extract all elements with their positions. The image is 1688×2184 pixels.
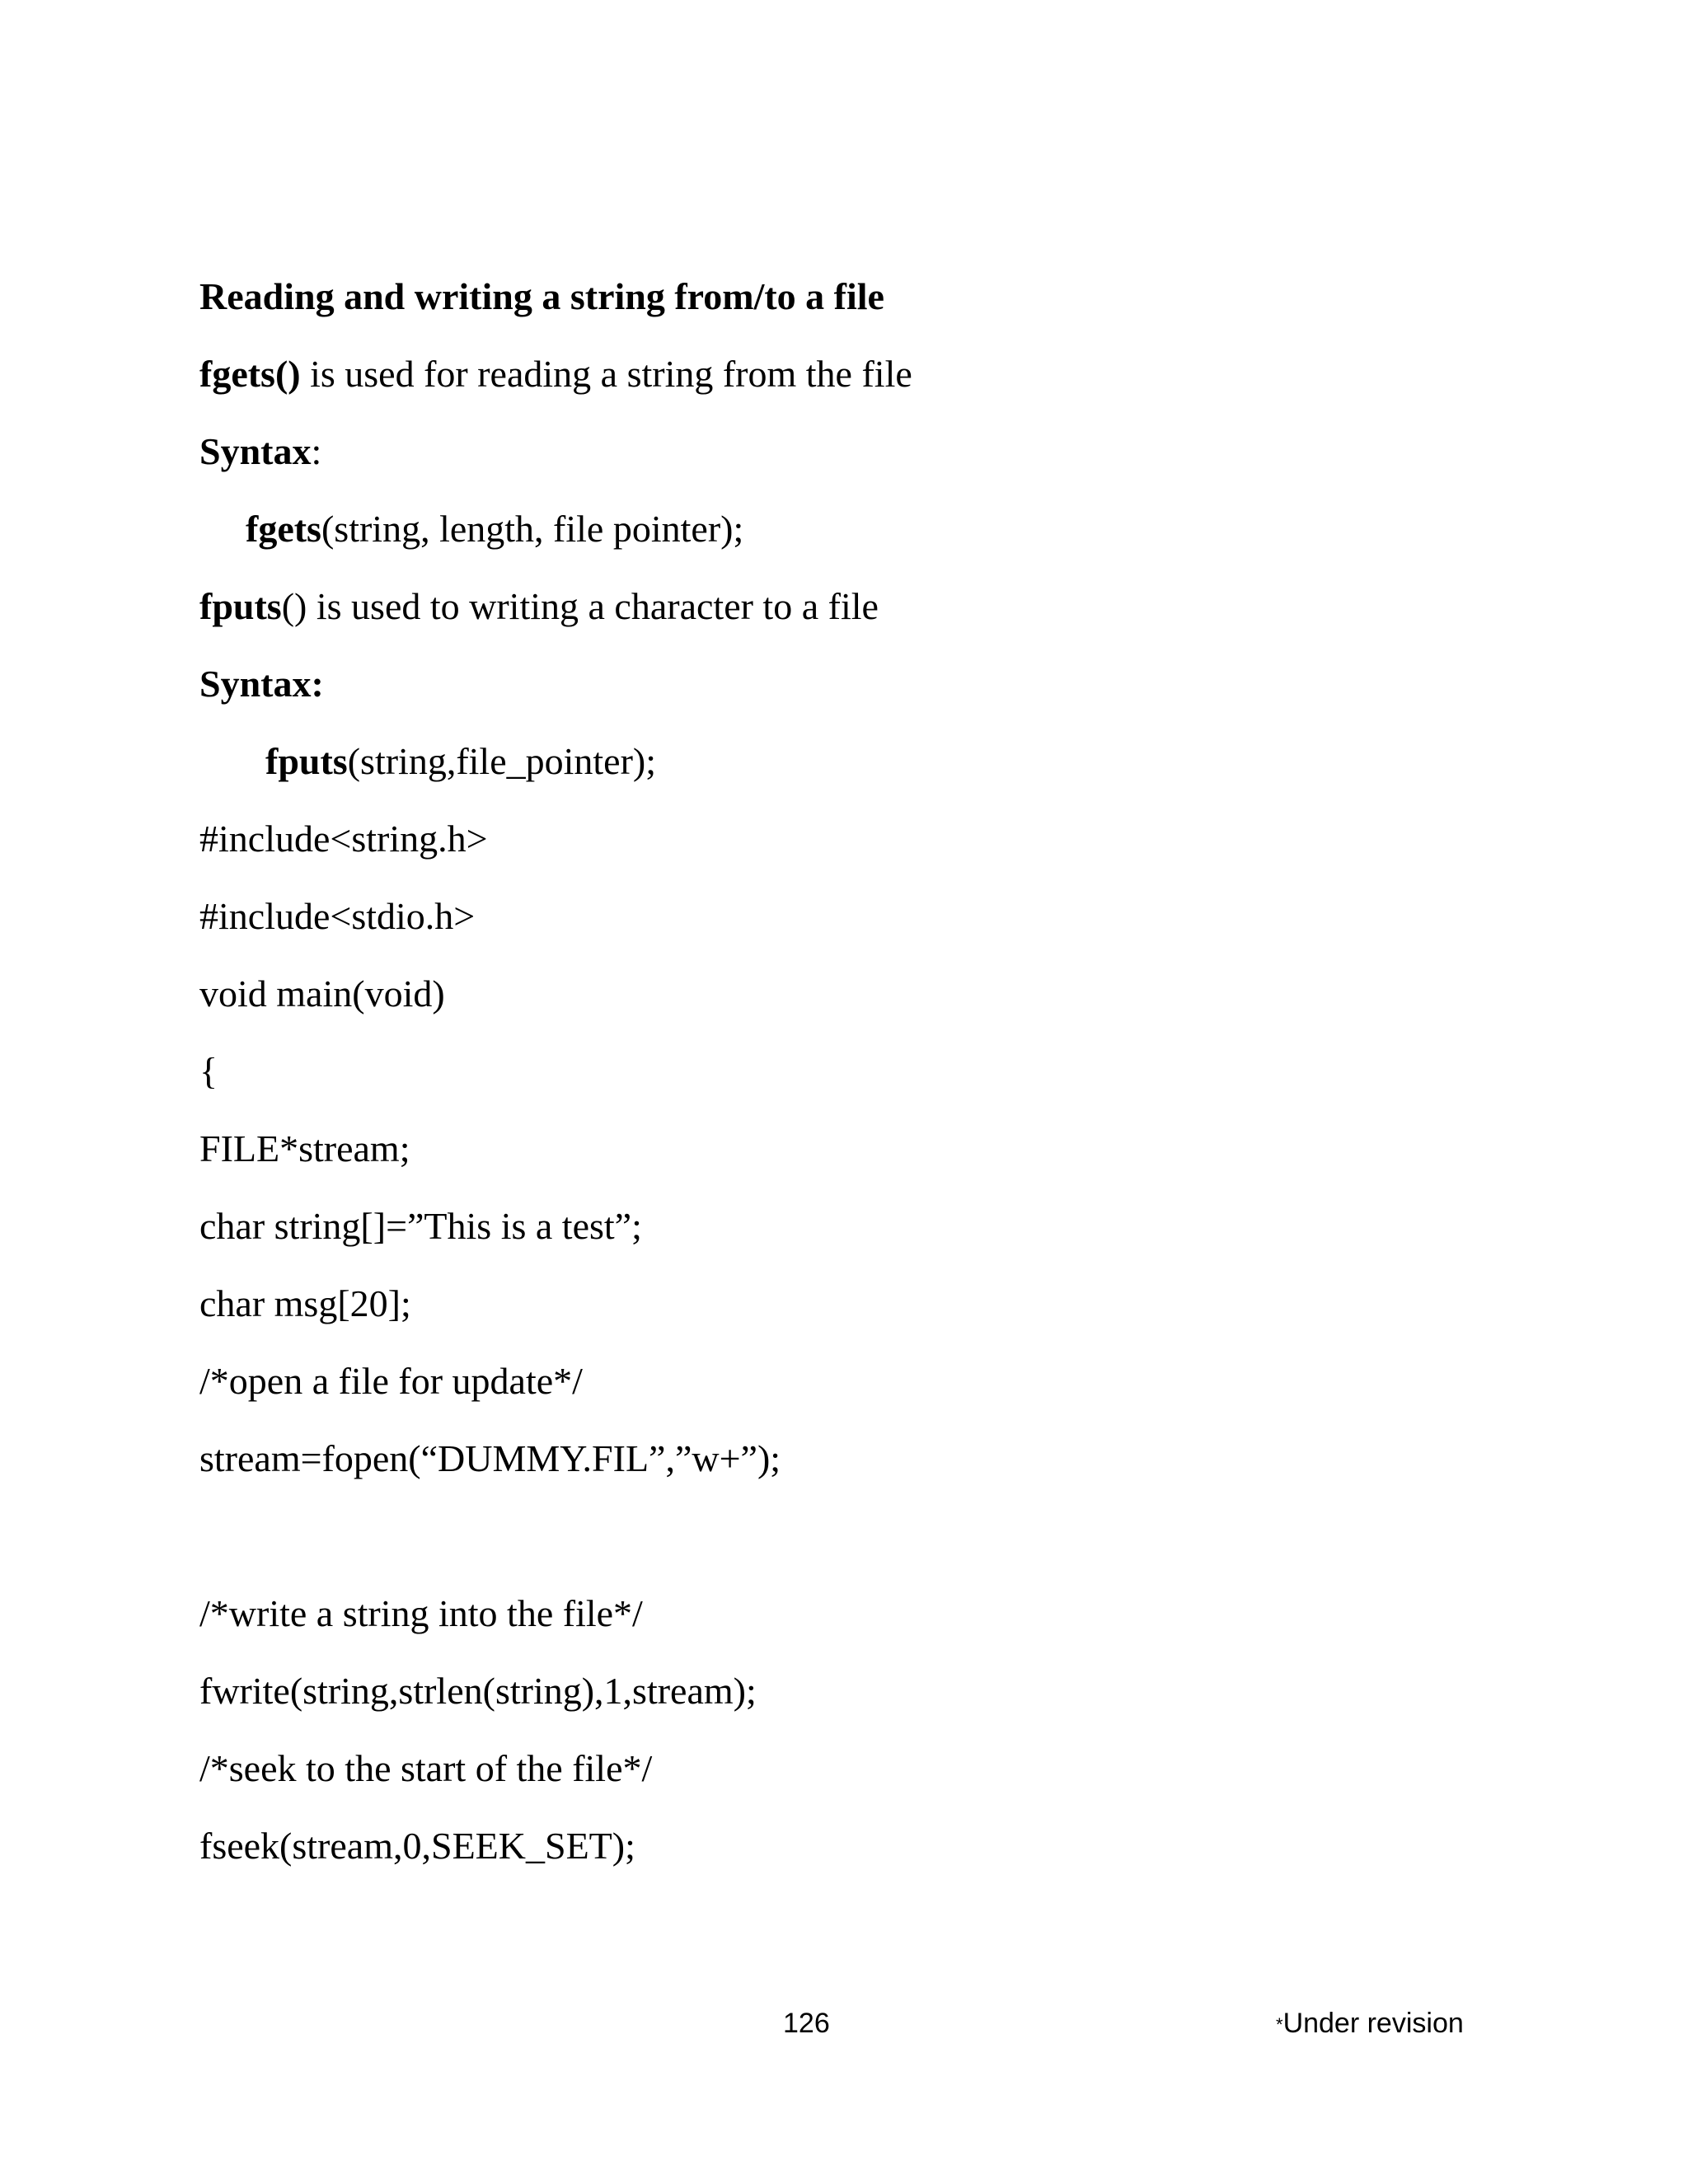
revision-star: * — [1276, 2014, 1283, 2036]
fgets-keyword: fgets() — [199, 353, 301, 395]
code-line: char string[]=”This is a test”; — [199, 1205, 642, 1247]
code-line: stream=fopen(“DUMMY.FIL”,”w+”); — [199, 1437, 781, 1479]
fputs-description-text: () is used to writing a character to a file — [281, 585, 879, 627]
fgets-syntax-args: (string, length, file pointer); — [321, 508, 744, 550]
code-line: void main(void) — [199, 972, 445, 1015]
code-line: fwrite(string,strlen(string),1,stream); — [199, 1670, 757, 1712]
section-heading: Reading and writing a string from/to a file — [199, 275, 884, 317]
revision-note — [1276, 2007, 1464, 2041]
page-number: 126 — [783, 2008, 830, 2039]
code-comment: /*seek to the start of the file*/ — [199, 1747, 653, 1789]
revision-text: Under revision — [1282, 2008, 1464, 2039]
code-line: #include<stdio.h> — [199, 895, 476, 937]
fgets-syntax-label — [199, 429, 321, 475]
fgets-description — [199, 351, 912, 397]
code-comment: /*open a file for update*/ — [199, 1360, 583, 1402]
fgets-syntax-label-colon: : — [311, 430, 322, 472]
fgets-syntax — [246, 506, 743, 552]
fputs-keyword: fputs — [199, 585, 282, 627]
code-comment: /*write a string into the file*/ — [199, 1592, 643, 1634]
fputs-description — [199, 583, 879, 630]
fputs-syntax-name: fputs — [265, 740, 348, 782]
fputs-syntax — [265, 738, 656, 785]
fputs-syntax-args: (string,file_pointer); — [347, 740, 657, 782]
fputs-syntax-label: Syntax: — [199, 663, 324, 705]
fgets-syntax-name: fgets — [246, 508, 321, 550]
code-line: #include<string.h> — [199, 818, 488, 860]
code-line: fseek(stream,0,SEEK_SET); — [199, 1825, 635, 1867]
code-line: char msg[20]; — [199, 1282, 411, 1324]
fgets-syntax-label-text: Syntax — [199, 430, 312, 472]
fgets-description-text: is used for reading a string from the file — [300, 353, 912, 395]
code-line: FILE*stream; — [199, 1127, 410, 1169]
code-line: { — [199, 1050, 218, 1092]
